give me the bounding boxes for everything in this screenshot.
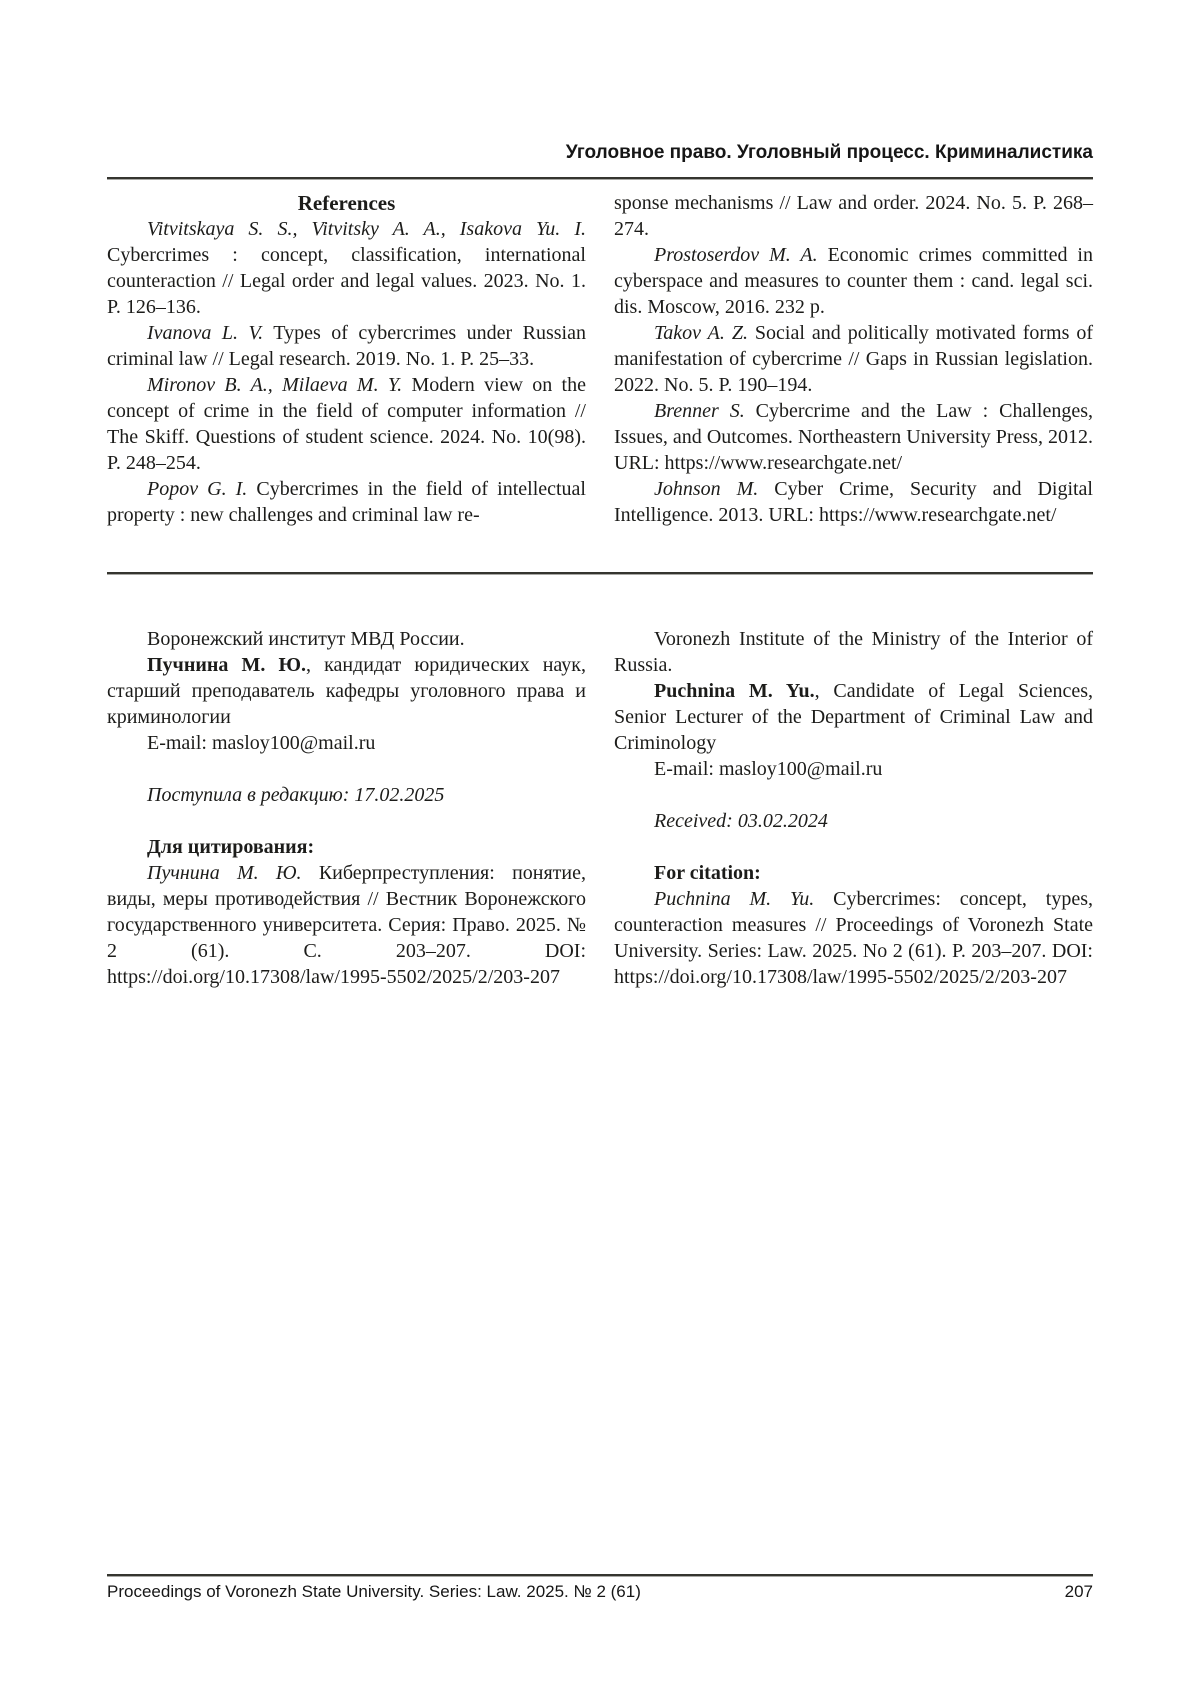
footer-journal-line: Proceedings of Voronezh State University. Series: Law. 2025. № 2 (61) — [107, 1582, 641, 1601]
reference-entry-brenner-text: Brenner S. — [654, 400, 745, 422]
reference-entry-johnson-text: Cyber Crime, Security and Digital Intelligence. 2013. URL: https://www.researchgate.net/ — [614, 478, 1093, 526]
references-column-left — [107, 190, 586, 528]
references-column-right — [614, 190, 1093, 528]
page-footer — [107, 1581, 1093, 1603]
reference-entry-brenner — [614, 398, 1093, 476]
references-heading: References — [297, 191, 396, 215]
citation-heading-ru-text: Для цитирования: — [147, 836, 315, 858]
received-date-en — [614, 808, 1093, 834]
citation-text-ru-text: Пучнина М. Ю. — [147, 862, 302, 884]
reference-entry-ivanova-text: Types of cybercrimes under Russian criminal law // Legal research. 2019. No. 1. P. 25–33. — [107, 322, 586, 370]
author-credentials-ru — [107, 652, 586, 730]
reference-entry-popov-continuation — [614, 190, 1093, 242]
reference-entry-prostoserdov-text: Prostoserdov M. A. — [654, 244, 818, 266]
affiliation-en — [614, 626, 1093, 678]
affiliation-ru-text: Воронежский институт МВД России. — [147, 628, 465, 650]
author-email-en — [614, 756, 1093, 782]
citation-text-en-text: Puchnina M. Yu. — [654, 888, 815, 910]
reference-entry-ivanova-text: Ivanova L. V. — [147, 322, 264, 344]
reference-entry-vitvitskaya — [107, 216, 586, 320]
reference-entry-vitvitskaya-text: Vitvitskaya S. S., Vitvitsky A. A., Isakova Yu. I. — [147, 218, 586, 240]
reference-entry-mironov-text: Mironov B. A., Milaeva M. Y. — [147, 374, 403, 396]
reference-entry-popov — [107, 476, 586, 528]
author-info-section — [107, 626, 1093, 990]
reference-entry-mironov — [107, 372, 586, 476]
author-credentials-en — [614, 678, 1093, 756]
author-info-english — [614, 626, 1093, 990]
author-email-en-text: E-mail: masloy100@mail.ru — [654, 758, 883, 780]
header-rule — [107, 177, 1093, 180]
reference-entry-mironov-text: Modern view on the concept of crime in the field of computer information // The Skiff. Questions of student science. 2024. No. 10(98). P. 248–254. — [107, 374, 586, 474]
author-credentials-ru-text: Пучнина М. Ю. — [147, 654, 307, 676]
reference-entry-popov-text: Popov G. I. — [147, 478, 248, 500]
citation-text-ru — [107, 860, 586, 990]
author-credentials-ru-text: , кандидат юридических наук, старший преподаватель кафедры уголовного права и криминологии — [107, 654, 586, 728]
page-number: 207 — [1064, 1582, 1093, 1601]
reference-entry-takov-text: Social and politically motivated forms of manifestation of cybercrime // Gaps in Russian legislation. 2022. No. 5. P. 190–194. — [614, 322, 1093, 396]
reference-entry-popov-continuation-text: sponse mechanisms // Law and order. 2024. No. 5. P. 268–274. — [614, 192, 1093, 240]
reference-entry-takov-text: Takov A. Z. — [654, 322, 748, 344]
reference-entry-vitvitskaya-text: Cybercrimes : concept, classification, international counteraction // Legal order and legal values. 2023. No. 1. P. 126–136. — [107, 244, 586, 318]
reference-entry-ivanova — [107, 320, 586, 372]
citation-text-en-text: Cybercrimes: concept, types, counteraction measures // Proceedings of Voronezh State University. Series: Law. 2025. No 2 (61). P. 203–207. DOI: https://doi.org/10.17308/law/1995-5502/2025/2/203-207 — [614, 888, 1093, 988]
citation-text-en — [614, 886, 1093, 990]
citation-heading-en-text: For citation: — [654, 862, 761, 884]
received-date-ru — [107, 782, 586, 808]
citation-heading-en — [614, 860, 1093, 886]
author-credentials-en-text: , Candidate of Legal Sciences, Senior Lecturer of the Department of Criminal Law and Criminology — [614, 680, 1093, 754]
citation-text-ru-text: Киберпреступления: понятие, виды, меры противодействия // Вестник Воронежского государственного университета. Серия: Право. 2025. № 2 (61). С. 203–207. DOI: https://doi.org/10.17308/law/1995-5502/2025/2/203-207 — [107, 862, 586, 988]
footer-rule — [107, 1574, 1093, 1577]
section-divider-rule — [107, 572, 1093, 575]
reference-entry-takov — [614, 320, 1093, 398]
author-email-ru-text: E-mail: masloy100@mail.ru — [147, 732, 376, 754]
affiliation-en-text: Voronezh Institute of the Ministry of the Interior of Russia. — [614, 628, 1093, 676]
author-credentials-en-text: Puchnina M. Yu. — [654, 680, 815, 702]
references-list-left — [107, 216, 586, 528]
reference-entry-johnson-text: Johnson M. — [654, 478, 759, 500]
affiliation-ru — [107, 626, 586, 652]
running-head: Уголовное право. Уголовный процесс. Криминалистика — [565, 142, 1093, 163]
reference-entry-prostoserdov — [614, 242, 1093, 320]
reference-entry-brenner-text: Cybercrime and the Law : Challenges, Issues, and Outcomes. Northeastern University Press, 2012. URL: https://www.researchgate.net/ — [614, 400, 1093, 474]
author-email-ru — [107, 730, 586, 756]
reference-entry-johnson — [614, 476, 1093, 528]
citation-heading-ru — [107, 834, 586, 860]
received-date-en-text: Received: 03.02.2024 — [654, 810, 828, 832]
author-info-russian — [107, 626, 586, 990]
reference-entry-prostoserdov-text: Economic crimes committed in cyberspace and measures to counter them : cand. legal sci. dis. Moscow, 2016. 232 p. — [614, 244, 1093, 318]
references-section — [107, 190, 1093, 528]
reference-entry-popov-text: Cybercrimes in the field of intellectual property : new challenges and criminal law re- — [107, 478, 586, 526]
received-date-ru-text: Поступила в редакцию: 17.02.2025 — [147, 784, 445, 806]
references-list-right — [614, 190, 1093, 528]
